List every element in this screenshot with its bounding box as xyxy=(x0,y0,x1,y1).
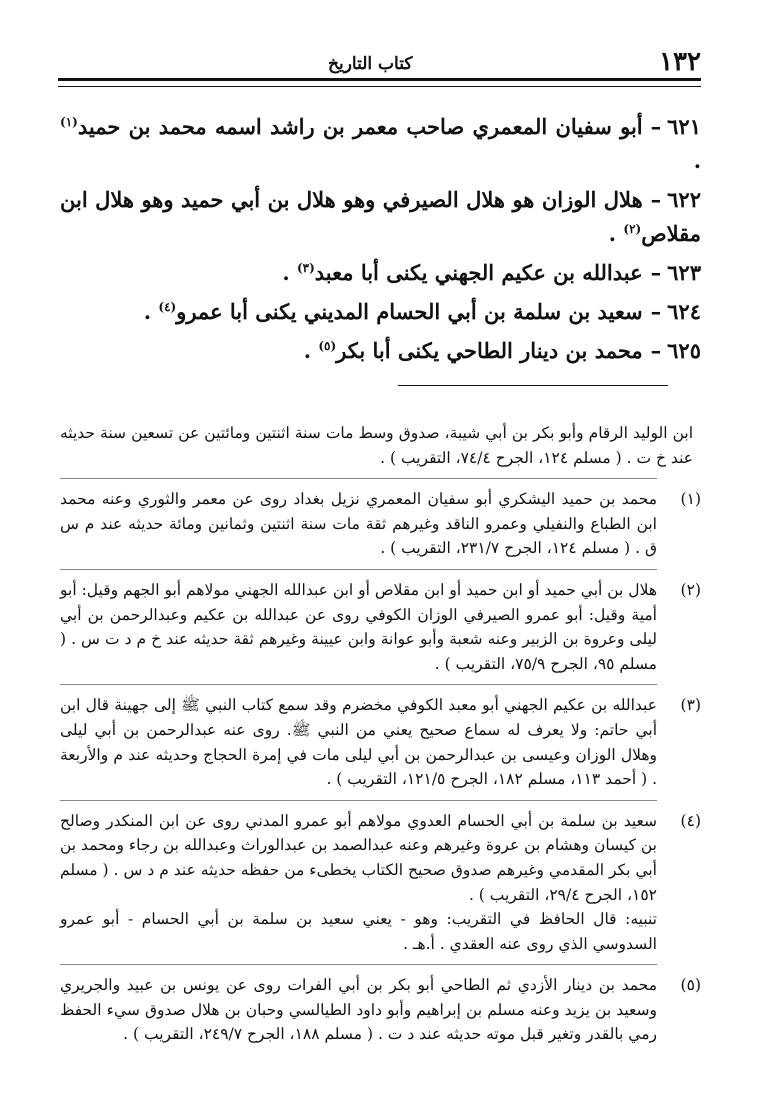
footnote-text: محمد بن دينار الأزدي ثم الطاحي أبو بكر بن أبي الفرات روى عن يونس بن عبيد والجريري وسعيد بن يزيد وعنه مسلم بن إبراهيم وأبو داود الطيالسي وحبان بن هلال صدوق سيء الحفظ رمي بالقدر وتغير قبل موته حديثه عند د ت . ( مسلم ١٨٨، الجرح ٢٤٩/٧، التقريب ) . xyxy=(60,976,657,1044)
footnote-divider xyxy=(60,964,657,965)
footnote-ref[interactable]: (٤) xyxy=(158,300,177,314)
header-rule-thin xyxy=(58,86,701,87)
footnote-divider xyxy=(60,684,657,685)
footnote-text: محمد بن حميد اليشكري أبو سفيان المعمري نزيل بغداد روى عن معمر والثوري وعنه محمد ابن الطباع والنفيلي وعمرو الناقد وغيرهم ثقة مات سنة اثنتين وثمانين ومائة حديثه عند م س ق . ( مسلم ١٢٤، الجرح ٢٣١/٧، التقريب ) . xyxy=(60,490,657,558)
entry-text: محمد بن دينار الطاحي يكنى أبا بكر xyxy=(336,338,643,363)
page-number: ١٣٢ xyxy=(659,47,701,77)
entry-text: سعيد بن سلمة بن أبي الحسام المديني يكنى أبا عمرو xyxy=(176,299,643,324)
footnote-text: عبدالله بن عكيم الجهني أبو معبد الكوفي مخضرم وقد سمع كتاب النبي ﷺ إلى جهينة قال ابن أبي حاتم: ولا يعرف له سماع صحيح يعني من النبي ﷺ. روى عنه عبدالرحمن بن أبي ليلى وهلال الوزان وعيسى بن عبدالرحمن بن أبي ليلى مات في إمرة الحجاج وحديثه عند م والأربعة . ( أحمد ١١٣، مسلم ١٨٢، الجرح ١٢١/٥، التقريب ) . xyxy=(60,696,657,789)
footnote-4 xyxy=(60,809,701,957)
entry-number: ٦٢٢ xyxy=(667,187,701,212)
footnote-divider xyxy=(60,569,657,570)
footnote-divider xyxy=(60,478,657,479)
header-rule-thick xyxy=(58,78,701,81)
footnote-divider xyxy=(60,800,657,801)
entry-621: ٦٢١–أبو سفيان المعمري صاحب معمر بن راشد اسمه محمد بن حميد$^{(١)}$ . xyxy=(60,114,701,173)
footnote-ref[interactable]: (٣) xyxy=(296,261,315,275)
entry-number: ٦٢٣ xyxy=(667,260,701,285)
footnote-marker: (٣) xyxy=(680,696,701,715)
footnotes-section xyxy=(60,421,701,1055)
entry-625: ٦٢٥–محمد بن دينار الطاحي يكنى أبا بكر$^{(٥)}$ . xyxy=(303,338,701,363)
entry-623: ٦٢٣–عبدالله بن عكيم الجهني يكنى أبا معبد$^{(٣)}$ . xyxy=(282,260,701,285)
footnote-text: سعيد بن سلمة بن أبي الحسام العدوي مولاهم أبو عمرو المدني روى عن ابن المنكدر وصالح بن كيسان وهشام بن عروة وغيرهم وعنه عبدالصمد بن عبدالوراث وعبدالله بن رجاء ومحمد بن أبي بكر المقدمي وغيرهم صدوق صحيح الكتاب يخطىء من حفظه حديثه عند م د س . ( مسلم ١٥٢، الجرح ٢٩/٤، التقريب ) . xyxy=(60,811,657,904)
entry-624: ٦٢٤–سعيد بن سلمة بن أبي الحسام المديني يكنى أبا عمرو$^{(٤)}$ . xyxy=(143,299,701,324)
footnote-marker: (٤) xyxy=(680,811,701,830)
entry-number: ٦٢١ xyxy=(667,114,701,139)
page-header xyxy=(58,47,701,77)
running-title: كتاب التاريخ xyxy=(328,54,413,74)
entry-text: عبدالله بن عكيم الجهني يكنى أبا معبد xyxy=(314,260,643,285)
entry-text: أبو سفيان المعمري صاحب معمر بن راشد اسمه محمد بن حميد xyxy=(77,114,643,139)
footnote-marker: (٢) xyxy=(680,580,701,599)
footnote-ref[interactable]: (٥) xyxy=(318,339,337,353)
footnote-continuation: ابن الوليد الرقام وأبو بكر بن أبي شيبة، صدوق وسط مات سنة اثنتين ومائتين عن تسعين سنة حديثه عند خ ت . ( مسلم ١٢٤، الجرح ٧٤/٤، التقريب ) . xyxy=(60,424,693,467)
footnote-ref[interactable]: (٢) xyxy=(623,222,642,236)
footnote-marker: (١) xyxy=(680,490,701,509)
entry-number: ٦٢٤ xyxy=(667,299,701,324)
footnote-ref[interactable]: (١) xyxy=(60,115,78,129)
main-entries xyxy=(60,110,701,373)
footnote-3 xyxy=(60,693,701,791)
entry-number: ٦٢٥ xyxy=(667,338,701,363)
footnote-2 xyxy=(60,578,701,676)
entry-622: ٦٢٢–هلال الوزان هو هلال الصيرفي وهو هلال بن أبي حميد وهو هلال ابن مقلاص$^{(٢)}$ . xyxy=(60,187,701,246)
footnote-text: هلال بن أبي حميد أو ابن حميد أو ابن مقلاص أو ابن عبدالله الجهني مولاهم أبو الجهم وقيل: أبو أمية وقيل: أبو عمرو الصيرفي الوزان الكوفي روى عن عبدالله بن عكيم وعبدالرحمن بن أبي ليلى وعروة بن الزبير وعنه شعبة وأبو عوانة وابن عيينة وغيرهم ثقة حديثه عند خ م د ت س . ( مسلم ٩٥، الجرح ٧٥/٩، التقريب ) . xyxy=(60,580,657,673)
footnote-separator xyxy=(398,385,668,386)
footnote-tanbih: تنبيه: قال الحافظ في التقريب: وهو - يعني سعيد بن سلمة بن أبي الحسام - أبو عمرو السدوسي الذي روى عنه العقدي . أ.هـ . xyxy=(60,910,657,953)
footnote-5 xyxy=(60,973,701,1047)
footnote-1 xyxy=(60,487,701,561)
footnote-marker: (٥) xyxy=(680,976,701,995)
entry-text: هلال الوزان هو هلال الصيرفي وهو هلال بن أبي حميد وهو هلال ابن مقلاص xyxy=(60,187,701,246)
